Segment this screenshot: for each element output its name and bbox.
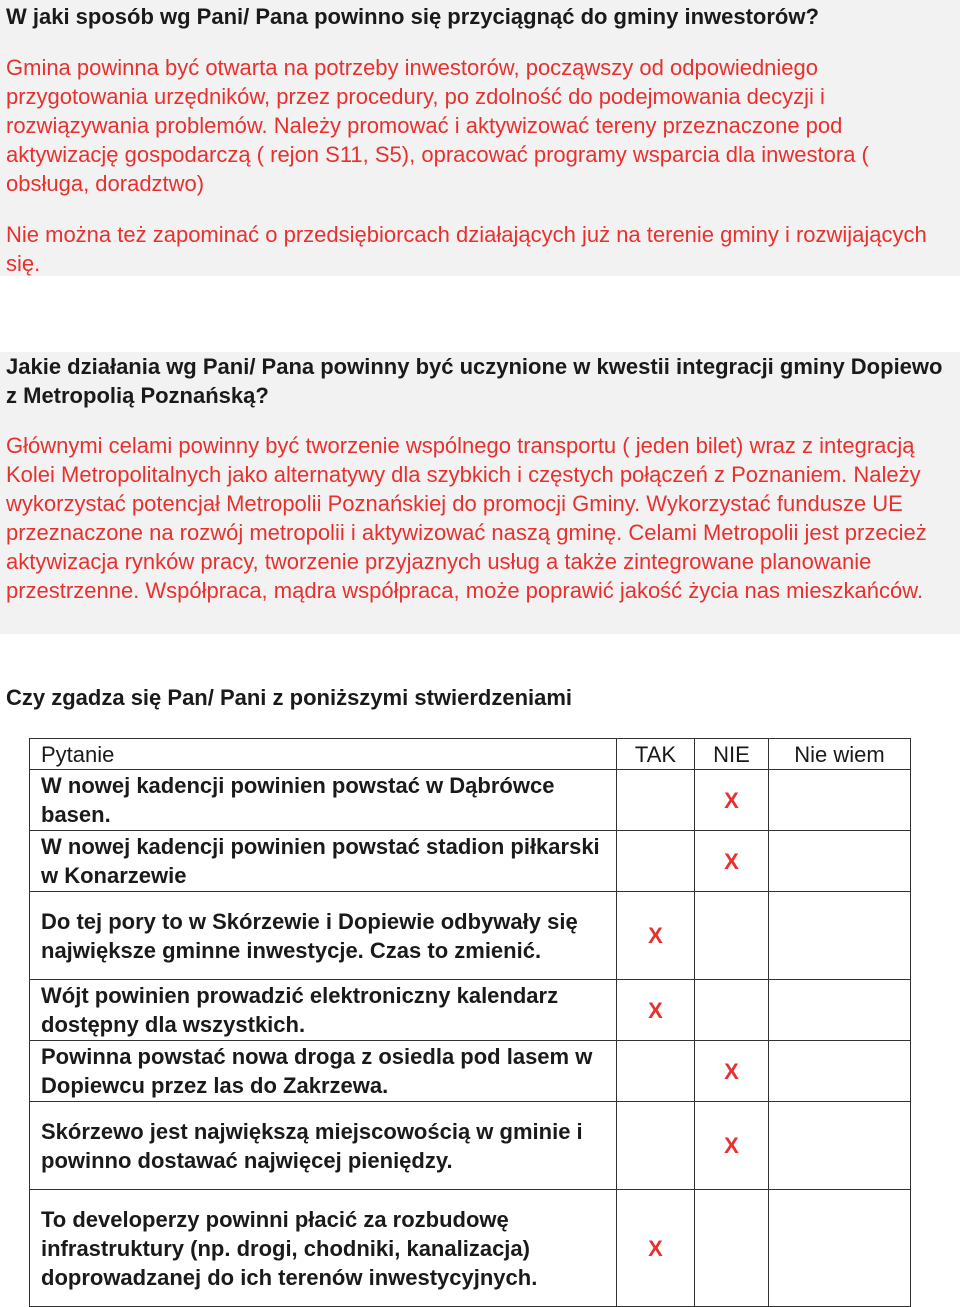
row-question: W nowej kadencji powinien powstać stadion piłkarski w Konarzewie <box>30 831 617 892</box>
row-no-mark: X <box>695 770 769 831</box>
row-question: To developerzy powinni płacić za rozbudowę infrastruktury (np. drogi, chodniki, kanalizacja) doprowadzanej do ich terenów inwestycyjnych. <box>30 1190 617 1307</box>
header-question: Pytanie <box>30 739 617 770</box>
table-row <box>30 1190 911 1307</box>
row-yes-mark <box>617 770 695 831</box>
table-row <box>30 770 911 831</box>
row-question: Wójt powinien prowadzić elektroniczny kalendarz dostępny dla wszystkich. <box>30 980 617 1041</box>
row-no-mark <box>695 1190 769 1307</box>
row-no-mark: X <box>695 1041 769 1102</box>
header-yes: TAK <box>617 739 695 770</box>
row-dont-know-mark <box>769 892 911 980</box>
answer-investors-paragraph-1: Gmina powinna być otwarta na potrzeby inwestorów, począwszy od odpowiedniego przygotowania urzędników, przez procedury, po zdolność do podejmowania decyzji i rozwiązywania problemów. Należy promować i aktywizować tereny przeznaczone pod aktywizację gospodarczą ( rejon S11, S5), opracować programy wsparcia dla inwestora ( obsługa, doradztwo) <box>6 55 869 196</box>
row-no-mark: X <box>695 1102 769 1190</box>
table-row <box>30 1102 911 1190</box>
question-investors: W jaki sposób wg Pani/ Pana powinno się przyciągnąć do gminy inwestorów? <box>6 4 819 29</box>
row-no-mark <box>695 892 769 980</box>
row-dont-know-mark <box>769 1190 911 1307</box>
row-yes-mark: X <box>617 892 695 980</box>
survey-header-row <box>30 739 911 770</box>
header-no: NIE <box>695 739 769 770</box>
row-dont-know-mark <box>769 770 911 831</box>
row-dont-know-mark <box>769 831 911 892</box>
row-question: Do tej pory to w Skórzewie i Dopiewie odbywały się największe gminne inwestycje. Czas to zmienić. <box>30 892 617 980</box>
row-yes-mark: X <box>617 1190 695 1307</box>
table-row <box>30 892 911 980</box>
survey-title: Czy zgadza się Pan/ Pani z poniższymi stwierdzeniami <box>6 685 573 710</box>
row-question: W nowej kadencji powinien powstać w Dąbrówce basen. <box>30 770 617 831</box>
row-no-mark <box>695 980 769 1041</box>
table-row <box>30 980 911 1041</box>
answer-investors-paragraph-2: Nie można też zapominać o przedsiębiorcach działających już na terenie gminy i rozwijających się. <box>6 222 927 276</box>
row-dont-know-mark <box>769 980 911 1041</box>
row-yes-mark <box>617 1041 695 1102</box>
row-question: Powinna powstać nowa droga z osiedla pod lasem w Dopiewcu przez las do Zakrzewa. <box>30 1041 617 1102</box>
row-dont-know-mark <box>769 1102 911 1190</box>
survey-table <box>29 738 911 1307</box>
answer-metropolis-paragraph: Głównymi celami powinny być tworzenie wspólnego transportu ( jeden bilet) wraz z integracją Kolei Metropolitalnych jako alternatywy dla szybkich i częstych połączeń z Poznaniem. Należy wykorzystać potencjał Metropolii Poznańskiej do promocji Gminy. Wykorzystać fundusze UE przeznaczone na rozwój metropolii i aktywizować naszą gminę. Celami Metropolii jest przecież aktywizacja rynków pracy, tworzenie przyjaznych usług a także zintegrowane planowanie przestrzenne. Współpraca, mądra współpraca, może poprawić jakość życia nas mieszkańców. <box>6 433 927 603</box>
table-row <box>30 1041 911 1102</box>
row-yes-mark: X <box>617 980 695 1041</box>
row-question: Skórzewo jest największą miejscowością w gminie i powinno dostawać najwięcej pieniędzy. <box>30 1102 617 1190</box>
row-dont-know-mark <box>769 1041 911 1102</box>
question-metropolis: Jakie działania wg Pani/ Pana powinny być uczynione w kwestii integracji gminy Dopiewo z Metropolią Poznańską? <box>6 354 943 408</box>
header-dont-know: Nie wiem <box>769 739 911 770</box>
row-yes-mark <box>617 831 695 892</box>
row-yes-mark <box>617 1102 695 1190</box>
row-no-mark: X <box>695 831 769 892</box>
table-row <box>30 831 911 892</box>
